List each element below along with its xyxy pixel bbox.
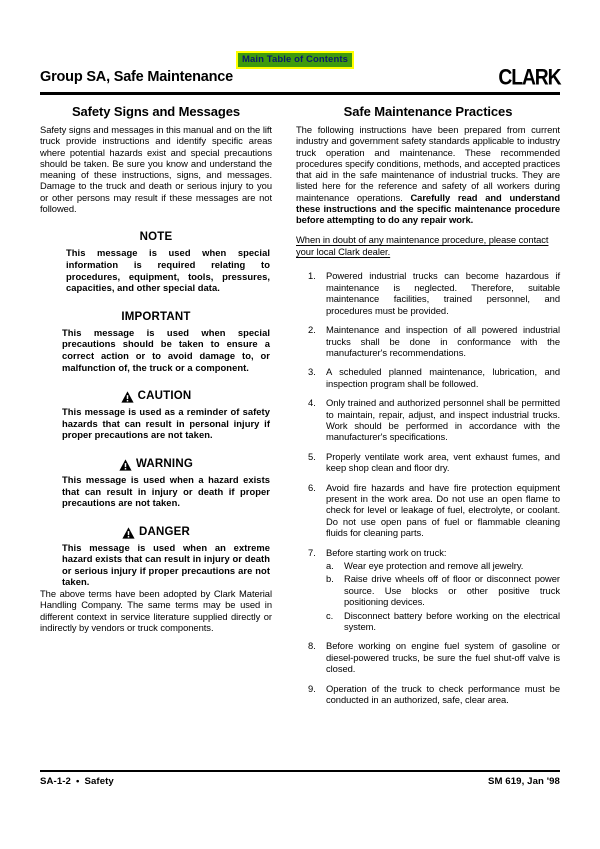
warning-block (40, 457, 272, 509)
header-divider (40, 92, 560, 95)
important-heading: IMPORTANT (121, 310, 191, 323)
dealer-note: When in doubt of any maintenance procedure, please contact your local Clark dealer. (296, 233, 549, 258)
list-item (296, 270, 560, 316)
danger-body: This message is used when an extreme hazard exists that can result in injury or death or serious injury if proper precautions are not taken. (62, 541, 270, 588)
list-item-number: 5. (308, 450, 316, 462)
list-item-text: Maintenance and inspection of all powered industrial trucks shall be done in conformance with the manufacturer's recommendations. (326, 324, 560, 358)
right-intro-bold: Carefully read and understand these instructions and the specific maintenance procedure before attempting to do any repair work. (296, 191, 561, 226)
list-item-number: 9. (308, 682, 316, 694)
sub-list-item (326, 560, 560, 571)
sub-list-item-number: b. (326, 573, 334, 585)
right-intro-paragraph (296, 124, 560, 226)
list-item-text: Operation of the truck to check performance must be conducted in an authorized, safe, clear area. (326, 682, 560, 706)
footer-section: Safety (84, 776, 114, 787)
right-section-title: Safe Maintenance Practices (343, 104, 513, 119)
list-item (296, 640, 560, 674)
sub-list (326, 560, 560, 632)
list-item-number: 4. (308, 397, 316, 409)
warning-triangle-icon (119, 459, 132, 471)
caution-heading-row (40, 389, 272, 403)
list-item-text: Before working on engine fuel system of gasoline or diesel-powered trucks, be sure the fuel shut-off valve is closed. (326, 640, 560, 675)
important-body: This message is used when special precautions should be taken to ensure a correct action or to avoid damage to, or malfunction of, the truck or a component. (62, 326, 270, 373)
danger-block (40, 525, 272, 588)
list-item (296, 366, 560, 389)
list-item-number: 2. (308, 324, 316, 336)
list-item-text: Only trained and authorized personnel shall be permitted to maintain, repair, adjust, and inspect industrial trucks. Work should be performed in accordance with the manufacturer's specifications. (326, 397, 560, 443)
sub-list-item-text: Wear eye protection and remove all jewelry. (344, 560, 524, 572)
important-block (40, 310, 272, 373)
sub-list-item (326, 573, 560, 607)
footer-separator: • (76, 776, 80, 787)
sub-list-item-number: c. (326, 609, 334, 621)
list-item (296, 324, 560, 358)
list-item-text: Avoid fire hazards and have fire protection equipment present in the work area. Do not use an open flame to check for level or leakage of fuel, electrolyte, or coolant. Do not use open pans of fuel or flammable cleaning fluids for cleaning parts. (326, 481, 560, 539)
note-body: This message is used when special information is required relating to procedures, equipment, tools, pressures, capacities, and other special data. (66, 247, 270, 294)
note-block (40, 230, 272, 293)
list-item-number: 1. (308, 270, 316, 282)
list-item-number: 7. (308, 546, 316, 558)
warning-heading: WARNING (136, 457, 193, 470)
warning-triangle-icon (121, 391, 134, 403)
left-closing-paragraph: The above terms have been adopted by Clark Material Handling Company. The same terms may be used in different context in service literature supplied directly or indirectly by vendors or truck components. (40, 588, 272, 633)
page-title: Group SA, Safe Maintenance (40, 69, 234, 85)
left-section-title: Safety Signs and Messages (71, 104, 240, 119)
footer-left (40, 776, 114, 787)
caution-body: This message is used as a reminder of safety hazards that can result in personal injury if proper precautions are not taken. (62, 406, 270, 441)
list-item (296, 547, 560, 633)
right-column (296, 104, 560, 713)
sub-list-item-number: a. (326, 560, 334, 572)
safe-practices-list (296, 270, 560, 705)
danger-heading: DANGER (138, 525, 191, 538)
page-header (40, 65, 560, 93)
list-item (296, 482, 560, 539)
sub-list-item-text: Raise drive wheels off of floor or disconnect power source. Use blocks or other positive truck positioning devices. (344, 573, 560, 608)
list-item (296, 397, 560, 443)
caution-block (40, 389, 272, 441)
warning-body: This message is used when a hazard exists that can result in injury or death if proper precautions are not taken. (62, 473, 270, 509)
list-item (296, 451, 560, 474)
list-item-text: A scheduled planned maintenance, lubrication, and inspection program shall be followed. (326, 366, 560, 389)
list-item-text: Powered industrial trucks can become hazardous if maintenance is neglected. Therefore, suitable maintenance facilities, trained personnel, and procedures must be provided. (326, 270, 560, 316)
list-item-number: 3. (308, 366, 316, 378)
warning-triangle-icon (122, 527, 135, 539)
danger-heading-row (40, 525, 272, 539)
main-table-of-contents-link[interactable]: Main Table of Contents (236, 51, 354, 69)
right-intro-regular: The following instructions have been prepared from current industry and government safety standards applicable to industry truck operation and maintenance. These recommended procedures specify conditions, methods, and accepted practices that aid in the safe maintenance of industrial trucks. They are listed here for the reference and safety of all workers during maintenance operations. (296, 124, 560, 203)
left-intro-paragraph: Safety signs and messages in this manual and on the lift truck provide instructions and identify specific areas where potential hazards exist and special precautions should be taken. Be sure you know and understand the meaning of these instructions, signs, and messages. Damage to the truck and death or serious injury to you or other persons may result if these messages are not followed. (40, 124, 272, 215)
note-heading: NOTE (139, 231, 173, 244)
caution-heading: CAUTION (137, 390, 192, 403)
footer-page-id: SA-1-2 (40, 776, 71, 787)
list-item-number: 6. (308, 481, 316, 493)
list-item-text: Before starting work on truck: (326, 546, 447, 558)
warning-heading-row (40, 457, 272, 471)
main-table-of-contents-link-wrapper (236, 49, 354, 69)
footer-divider (40, 770, 560, 772)
sub-list-item-text: Disconnect battery before working on the electrical system. (344, 609, 560, 633)
list-item (296, 683, 560, 706)
list-item-number: 8. (308, 640, 316, 652)
footer-manual-id: SM 619, Jan '98 (487, 776, 560, 787)
sub-list-item (326, 610, 560, 633)
list-item-text: Properly ventilate work area, vent exhaust fumes, and keep shop clean and floor dry. (326, 450, 560, 474)
left-column (40, 104, 272, 633)
clark-logo: CLARK (497, 65, 560, 90)
